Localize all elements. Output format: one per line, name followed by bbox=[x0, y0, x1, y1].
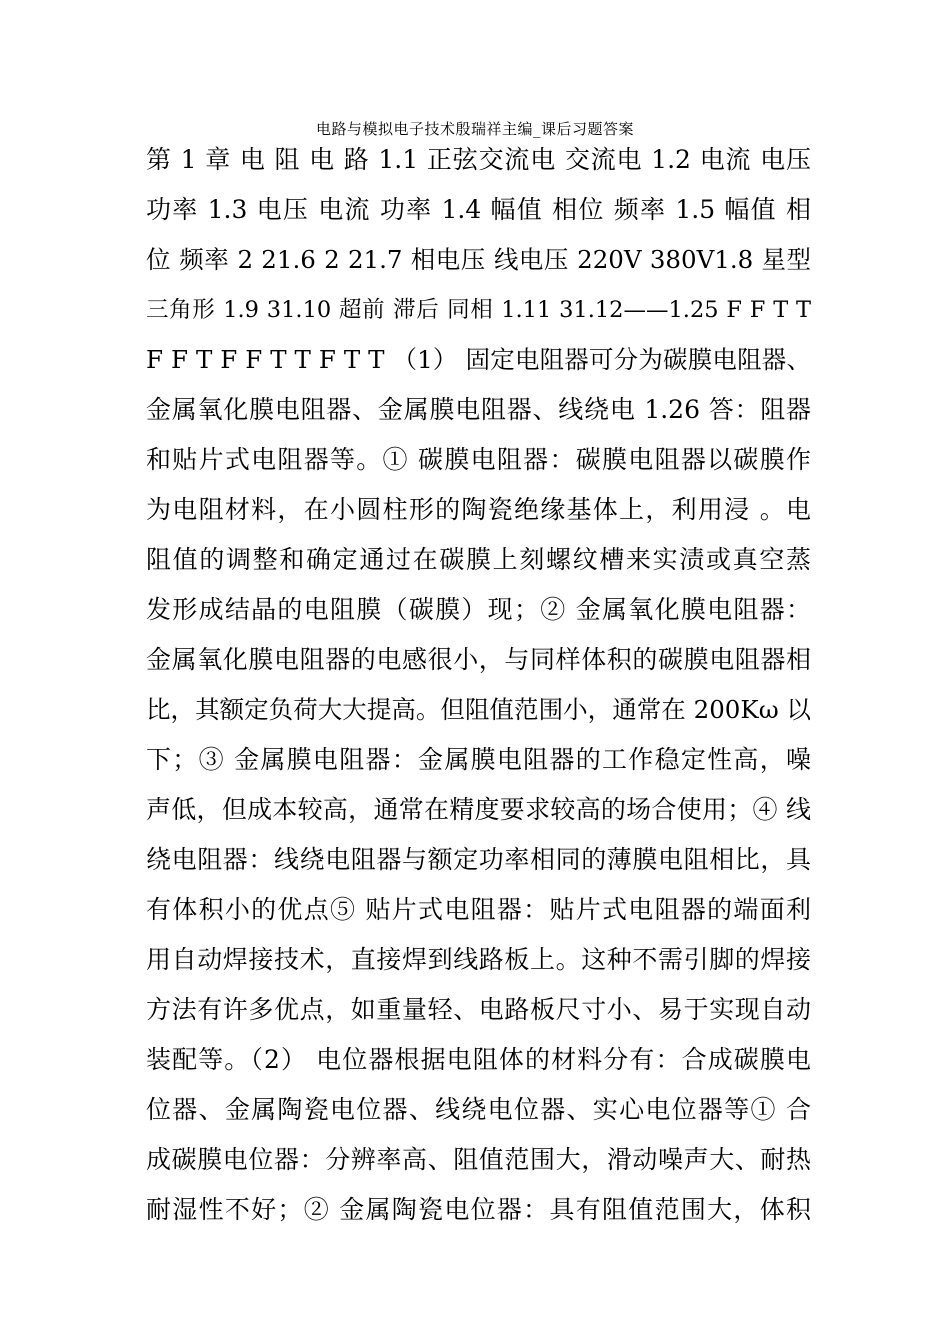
body-line: 下；③ 金属膜电阻器：金属膜电阻器的工作稳定性高，噪 bbox=[146, 745, 811, 774]
body-line: 装配等。（2） 电位器根据电阻体的材料分有：合成碳膜电 bbox=[146, 1045, 811, 1074]
body-line: 成碳膜电位器：分辨率高、阻值范围大，滑动噪声大、耐热 bbox=[146, 1145, 811, 1174]
body-line: 有体积小的优点⑤ 贴片式电阻器：贴片式电阻器的端面利 bbox=[146, 895, 811, 924]
body-line: 第 1 章 电 阻 电 路 1.1 正弦交流电 交流电 1.2 电流 电压 bbox=[146, 145, 811, 174]
body-line: F F T F F T T F T T （1） 固定电阻器可分为碳膜电阻器、 bbox=[146, 345, 811, 374]
body-line: 为电阻材料，在小圆柱形的陶瓷绝缘基体上，利用浸 。电 bbox=[146, 495, 811, 524]
body-line: 功率 1.3 电压 电流 功率 1.4 幅值 相位 频率 1.5 幅值 相 bbox=[146, 195, 811, 224]
body-line: 比，其额定负荷大大提高。但阻值范围小，通常在 200Kω 以 bbox=[146, 695, 811, 724]
body-line: 绕电阻器：线绕电阻器与额定功率相同的薄膜电阻相比，具 bbox=[146, 845, 811, 874]
body-line: 位器、金属陶瓷电位器、线绕电位器、实心电位器等① 合 bbox=[146, 1095, 811, 1124]
body-line: 声低，但成本较高，通常在精度要求较高的场合使用；④ 线 bbox=[146, 795, 811, 824]
body-line: 金属氧化膜电阻器的电感很小，与同样体积的碳膜电阻器相 bbox=[146, 645, 811, 674]
body-line: 发形成结晶的电阻膜（碳膜）现；② 金属氧化膜电阻器： bbox=[146, 595, 811, 624]
body-line: 位 频率 2 21.6 2 21.7 相电压 线电压 220V 380V1.8 星型 bbox=[146, 245, 811, 274]
document-body bbox=[146, 137, 811, 1237]
body-line: 三角形 1.9 31.10 超前 滞后 同相 1.11 31.12——1.25 F F T T bbox=[146, 297, 811, 323]
body-line: 耐湿性不好；② 金属陶瓷电位器：具有阻值范围大，体积 bbox=[146, 1195, 811, 1224]
document-header-title: 电路与模拟电子技术殷瑞祥主编_课后习题答案 bbox=[315, 120, 634, 138]
body-line: 方法有许多优点，如重量轻、电路板尺寸小、易于实现自动 bbox=[146, 995, 811, 1024]
body-line: 用自动焊接技术，直接焊到线路板上。这种不需引脚的焊接 bbox=[146, 945, 811, 974]
body-line: 金属氧化膜电阻器、金属膜电阻器、线绕电 1.26 答：阻器 bbox=[146, 395, 811, 424]
body-line: 和贴片式电阻器等。① 碳膜电阻器：碳膜电阻器以碳膜作 bbox=[146, 445, 811, 474]
body-line: 阻值的调整和确定通过在碳膜上刻螺纹槽来实渍或真空蒸 bbox=[146, 545, 811, 574]
